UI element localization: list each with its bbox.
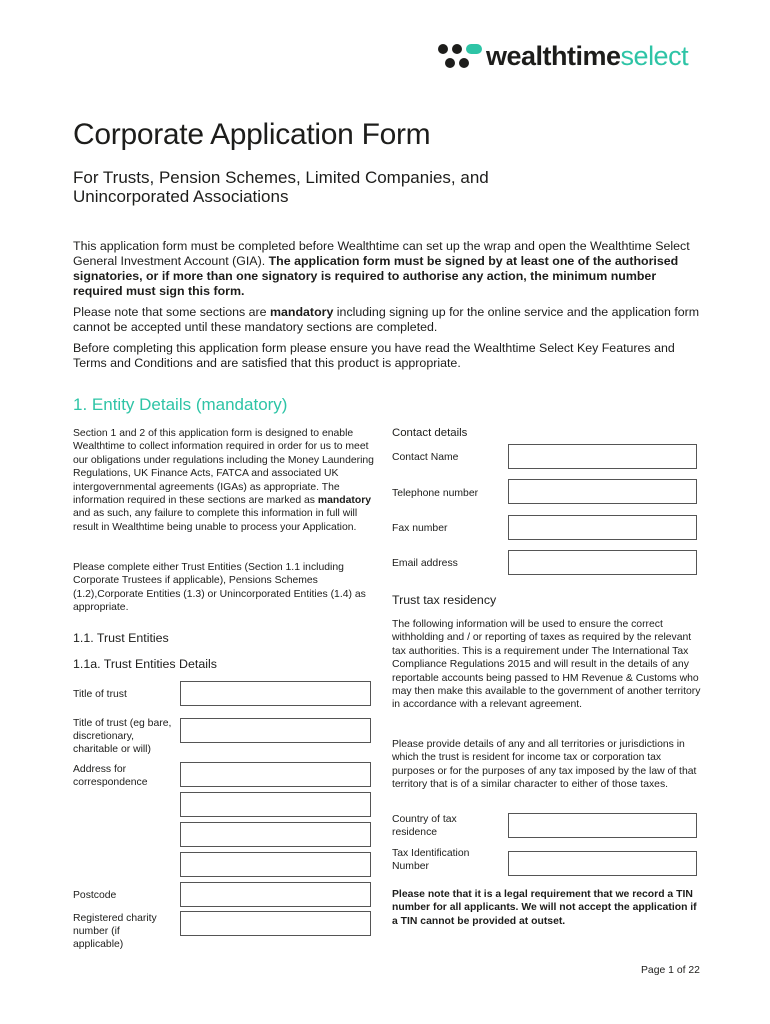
country-of-tax-residence-field[interactable] xyxy=(508,813,697,838)
page-title: Corporate Application Form xyxy=(73,118,431,151)
page-number: Page 1 of 22 xyxy=(641,965,700,976)
telephone-label: Telephone number xyxy=(392,488,479,499)
address-label: Address for correspondence xyxy=(73,764,148,788)
email-label: Email address xyxy=(392,558,458,569)
trust-tax-residency-heading: Trust tax residency xyxy=(392,593,497,607)
page-subtitle: For Trusts, Pension Schemes, Limited Companies, and Unincorporated Associations xyxy=(73,168,489,206)
address-line-1-field[interactable] xyxy=(180,762,371,787)
tin-field[interactable] xyxy=(508,851,697,876)
logo-wordmark: wealthtimeselect xyxy=(486,40,689,71)
tin-label: Tax Identification Number xyxy=(392,848,470,872)
address-line-2-field[interactable] xyxy=(180,792,371,817)
intro-paragraph-1: This application form must be completed before Wealthtime can set up the wrap and open the Wealthtime Select General Investment Account (GIA). The application form must be signed by at least one of the authorised signatories, or if more than one signatory is required to authorise any action, the minimum number required must sign this form. xyxy=(73,239,690,298)
charity-number-field[interactable] xyxy=(180,911,371,936)
postcode-field[interactable] xyxy=(180,882,371,907)
tax-residency-instructions: Please provide details of any and all territories or jurisdictions in which the trust is resident for income tax or corporation tax purposes or for the purposes of any tax imposed by the law of that territory that is of a similar character to either of those taxes. xyxy=(392,739,697,791)
email-field[interactable] xyxy=(508,550,697,575)
logo-mark-icon xyxy=(436,40,482,72)
address-line-4-field[interactable] xyxy=(180,852,371,877)
contact-details-heading: Contact details xyxy=(392,427,468,439)
postcode-label: Postcode xyxy=(73,890,117,901)
contact-name-field[interactable] xyxy=(508,444,697,469)
address-line-3-field[interactable] xyxy=(180,822,371,847)
section-1-description: Section 1 and 2 of this application form is designed to enable Wealthtime to collect information required in order for us to meet our obligations under regulations including the Money Laundering Regulations, UK Finance Acts, FATCA and associated UK intergovernmental agreements (IGAs) as appropriate. The information required in these sections are marked as mandatory and as such, any failure to complete this information in full will result in Wealthtime being unable to process your Application. xyxy=(73,428,374,533)
intro-paragraph-3: Before completing this application form please ensure you have read the Wealthtime Select Key Features and Terms and Conditions and are satisfied that this product is appropriate. xyxy=(73,341,675,370)
contact-name-label: Contact Name xyxy=(392,452,459,463)
country-of-tax-residence-label: Country of tax residence xyxy=(392,814,457,838)
title-of-trust-label: Title of trust xyxy=(73,689,127,700)
charity-number-label: Registered charity number (if applicable) xyxy=(73,913,157,950)
trust-type-field[interactable] xyxy=(180,718,371,743)
title-of-trust-field[interactable] xyxy=(180,681,371,706)
trust-type-label: Title of trust (eg bare, discretionary, charitable or will) xyxy=(73,718,172,755)
trust-entities-heading: 1.1. Trust Entities xyxy=(73,631,169,645)
fax-field[interactable] xyxy=(508,515,697,540)
section-1-heading: 1. Entity Details (mandatory) xyxy=(73,395,288,414)
fax-label: Fax number xyxy=(392,523,448,534)
telephone-field[interactable] xyxy=(508,479,697,504)
section-1-instructions: Please complete either Trust Entities (Section 1.1 including Corporate Trustees if applicable), Pensions Schemes (1.2),Corporate Entities (1.3) or Unincorporated Entities (1.4) as appropriate. xyxy=(73,562,366,614)
tin-requirement-note: Please note that it is a legal requirement that we record a TIN number for all applicants. We will not accept the application if a TIN cannot be provided at outset. xyxy=(392,889,697,927)
intro-paragraph-2: Please note that some sections are mandatory including signing up for the online service and the application form cannot be accepted until these mandatory sections are completed. xyxy=(73,305,700,334)
tax-residency-description: The following information will be used to ensure the correct withholding and / or reporting of taxes as required by the relevant tax authorities. This is a requirement under The International Tax Compliance Regulations 2015 and will result in the details of any reportable accounts being passed to HM Revenue & Customs who may then make this available to the government of another territory in accordance with a relevant agreement. xyxy=(392,619,701,711)
trust-entities-details-heading: 1.1a. Trust Entities Details xyxy=(73,657,217,671)
wealthtime-logo xyxy=(436,40,688,72)
